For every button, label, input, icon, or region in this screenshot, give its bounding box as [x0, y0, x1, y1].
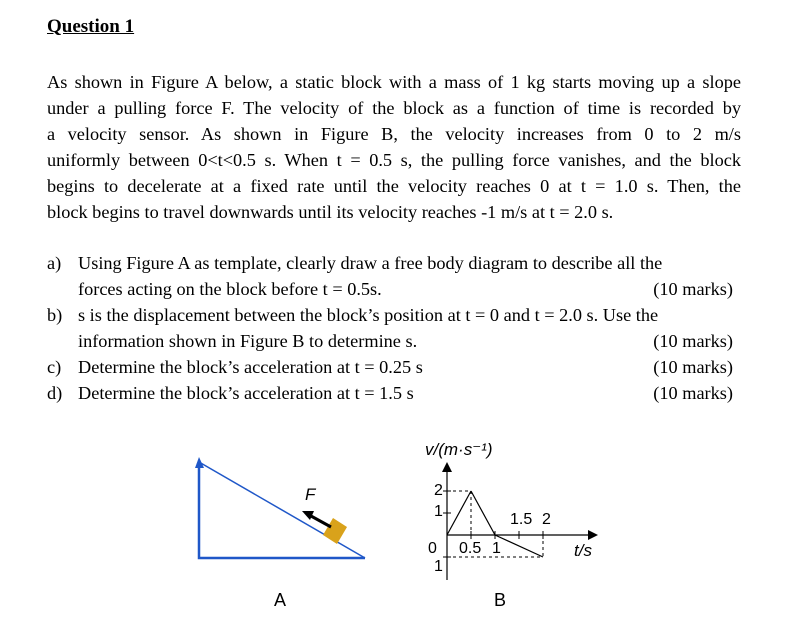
question-label: d): [47, 383, 63, 403]
tick-label-y2: 2: [434, 482, 443, 499]
figure-b-caption: B: [494, 590, 507, 610]
x-axis-label: t/s: [574, 541, 592, 560]
intro-line: begins to decelerate at a fixed rate until the velocity reaches 0 at t = 1.0 s. Then, the: [47, 176, 741, 196]
tick-label-origin: 0: [428, 540, 437, 557]
marks-label: (10 marks): [653, 383, 733, 403]
tick-label-yneg1: 1: [434, 558, 443, 575]
question-label: b): [47, 305, 63, 325]
question-title: Question 1: [47, 16, 135, 37]
intro-line: uniformly between 0<t<0.5 s. When t = 0.5 s, the pulling force vanishes, and the block: [47, 150, 741, 170]
intro-line: block begins to travel downwards until its velocity reaches -1 m/s at t = 2.0 s.: [47, 202, 614, 222]
x-axis-arrow-icon: [588, 530, 598, 540]
y-axis-label: v/(m·s⁻¹): [425, 440, 493, 459]
question-text: information shown in Figure B to determine s.: [78, 331, 418, 351]
intro-line: As shown in Figure A below, a static block with a mass of 1 kg starts moving up a slope: [47, 72, 741, 92]
marks-label: (10 marks): [653, 279, 733, 299]
tick-label-x15: 1.5: [510, 511, 533, 528]
question-text: forces acting on the block before t = 0.5s.: [78, 279, 382, 299]
figure-a-caption: A: [274, 590, 287, 610]
tick-label-x1: 1: [492, 540, 501, 557]
tick-label-x05: 0.5: [459, 540, 482, 557]
question-label: a): [47, 253, 62, 273]
question-text: s is the displacement between the block’s position at t = 0 and t = 2.0 s. Use the: [78, 305, 659, 325]
velocity-segment: [471, 491, 495, 535]
question-text: Using Figure A as template, clearly draw a free body diagram to describe all the: [78, 253, 663, 273]
tick-label-y1: 1: [434, 503, 443, 520]
marks-label: (10 marks): [653, 357, 733, 377]
y-axis-arrow-icon: [442, 462, 452, 472]
marks-label: (10 marks): [653, 331, 733, 351]
force-label: F: [305, 485, 316, 504]
tick-label-x2: 2: [542, 511, 551, 528]
intro-line: a velocity sensor. As shown in Figure B, the velocity increases from 0 to 2 m/s: [47, 124, 741, 144]
intro-line: under a pulling force F. The velocity of the block as a function of time is recorded by: [47, 98, 741, 118]
question-label: c): [47, 357, 62, 377]
question-text: Determine the block’s acceleration at t = 0.25 s: [78, 357, 423, 377]
question-text: Determine the block’s acceleration at t = 1.5 s: [78, 383, 414, 403]
